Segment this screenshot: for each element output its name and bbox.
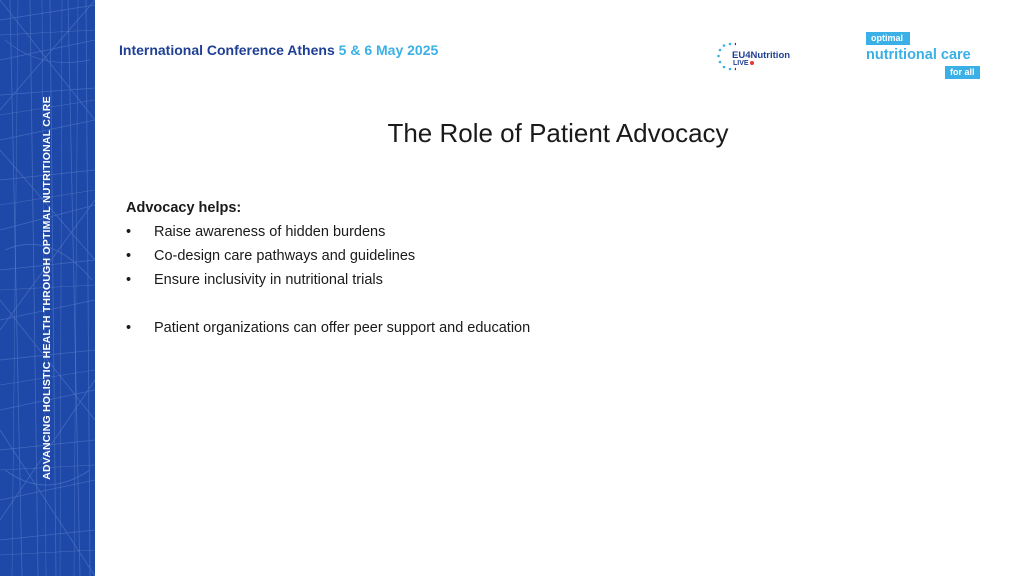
- onc-logo-mid: nutritional care: [866, 47, 971, 63]
- eu-logo-text: EU4Nutrition: [732, 50, 791, 61]
- live-dot-icon: [750, 61, 754, 65]
- slide-content: [126, 196, 530, 340]
- content-heading: Advocacy helps:: [126, 200, 242, 216]
- list-item: [126, 316, 530, 340]
- list-item: [126, 220, 530, 244]
- list-item: [126, 268, 530, 292]
- eu-logo-live: LIVE: [733, 60, 749, 67]
- sidebar-vertical-text: ADVANCING HOLISTIC HEALTH THROUGH OPTIMAL NUTRITIONAL CARE: [41, 96, 53, 480]
- onc-logo-top: optimal: [866, 32, 910, 45]
- conference-title: [119, 42, 438, 58]
- conference-dates: 5 & 6 May 2025: [338, 42, 439, 58]
- list-item: [126, 244, 530, 268]
- list-item-text: Ensure inclusivity in nutritional trials: [154, 272, 383, 288]
- eu-logo-sub: [733, 60, 754, 67]
- slide-title: The Role of Patient Advocacy: [387, 118, 729, 148]
- list-item-text: Patient organizations can offer peer support and education: [154, 320, 531, 336]
- conference-name: International Conference Athens: [119, 42, 335, 58]
- bullet-icon: •: [126, 248, 132, 264]
- list-item-text: Raise awareness of hidden burdens: [154, 224, 386, 240]
- bullet-icon: •: [126, 224, 132, 240]
- onc-logo-bottom: for all: [945, 66, 980, 79]
- list-item-text: Co-design care pathways and guidelines: [154, 248, 416, 264]
- bullet-icon: •: [126, 272, 132, 288]
- eu4nutrition-logo: [716, 42, 816, 72]
- bullet-icon: •: [126, 320, 132, 336]
- optimal-nutritional-care-logo: [866, 32, 982, 82]
- sidebar-banner: [0, 0, 95, 576]
